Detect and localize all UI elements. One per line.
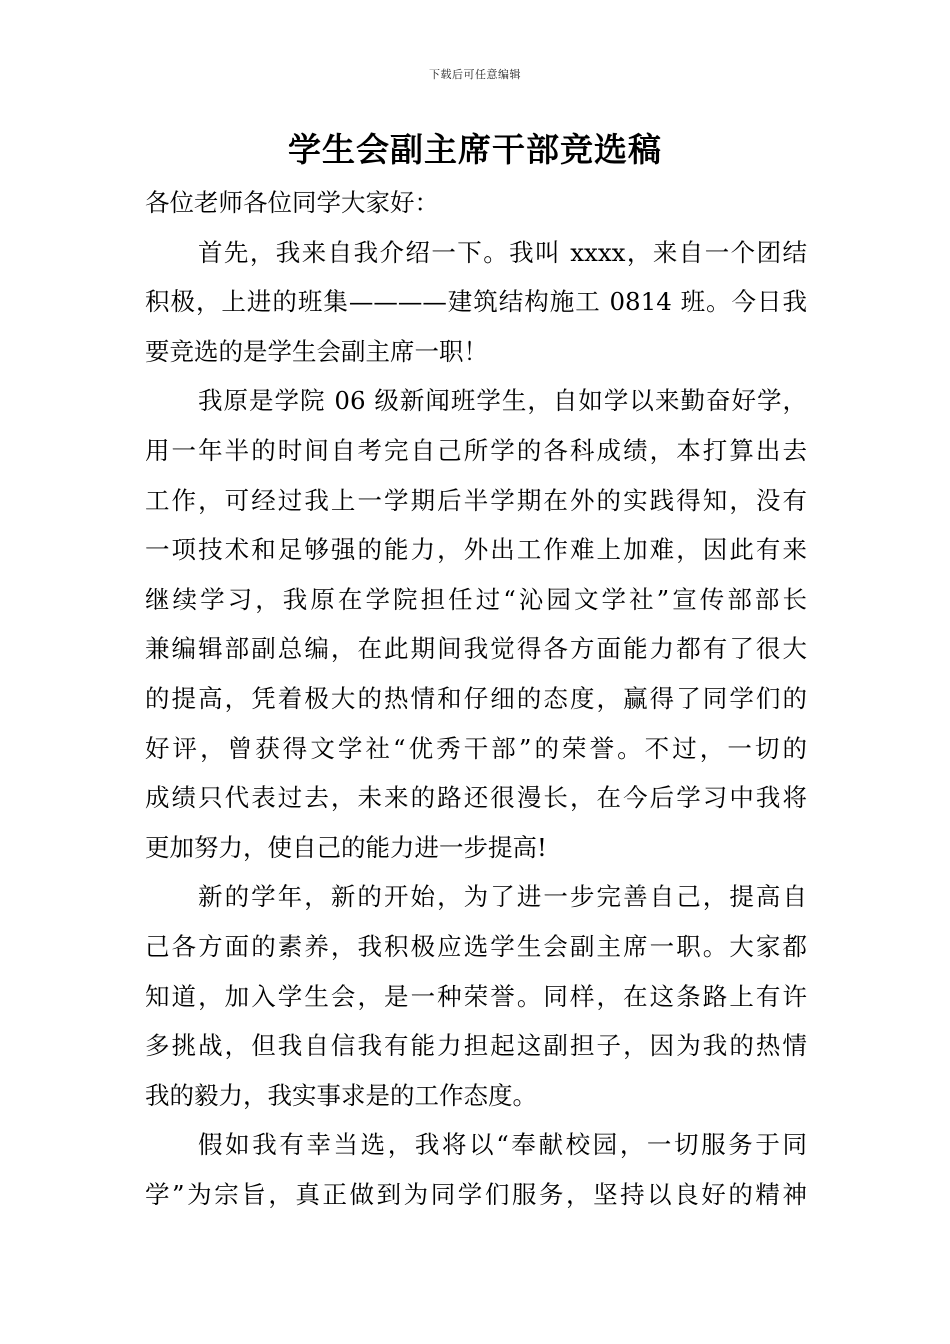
document-title: 学生会副主席干部竞选稿 [288,130,662,169]
paragraph-1 [145,228,807,377]
document-body [145,178,807,1219]
paragraph-3 [145,872,807,1120]
paragraph-line: 假如我有幸当选，我将以“奉献校园，一切服务于同 [198,1130,807,1160]
paragraph-4 [145,1120,807,1219]
paragraph-line: 成绩只代表过去，未来的路还很漫长，在今后学习中我将 [145,783,807,813]
paragraph-line: 我的毅力，我实事求是的工作态度。 [145,1080,537,1110]
paragraph-line: 多挑战，但我自信我有能力担起这副担子，因为我的热情 [145,1031,807,1061]
paragraph-line: 新的学年，新的开始，为了进一步完善自己，提高自 [198,882,807,912]
greeting-line: 各位老师各位同学大家好： [145,188,439,217]
paragraph-line: 要竞选的是学生会副主席一职！ [145,336,488,366]
paragraph-line: 继续学习，我原在学院担任过“沁园文学社”宣传部部长 [145,584,807,614]
paragraph-line: 己各方面的素养，我积极应选学生会副主席一职。大家都 [145,931,807,961]
paragraph-line: 知道，加入学生会，是一种荣誉。同样，在这条路上有许 [145,981,807,1011]
paragraph-line: 用一年半的时间自考完自己所学的各科成绩，本打算出去 [145,435,807,465]
paragraph-line: 我原是学院 06 级新闻班学生，自如学以来勤奋好学， [198,386,807,416]
paragraph-line: 好评，曾获得文学社“优秀干部”的荣誉。不过，一切的 [145,733,807,763]
paragraph-line: 工作，可经过我上一学期后半学期在外的实践得知，没有 [145,485,807,515]
paragraph-2 [145,376,807,872]
header-note: 下载后可任意编辑 [429,68,521,81]
paragraph-line: 兼编辑部副总编，在此期间我觉得各方面能力都有了很大 [145,634,807,664]
paragraph-line: 首先，我来自我介绍一下。我叫 xxxx，来自一个团结 [198,237,807,267]
paragraph-line: 更加努力，使自己的能力进一步提高! [145,832,547,862]
paragraph-line: 学”为宗旨，真正做到为同学们服务，坚持以良好的精神 [145,1179,807,1209]
paragraph-line: 一项技术和足够强的能力，外出工作难上加难，因此有来 [145,535,807,565]
paragraph-line: 的提高，凭着极大的热情和仔细的态度，赢得了同学们的 [145,683,807,713]
paragraph-line: 积极，上进的班集————建筑结构施工 0814 班。今日我 [145,287,807,317]
